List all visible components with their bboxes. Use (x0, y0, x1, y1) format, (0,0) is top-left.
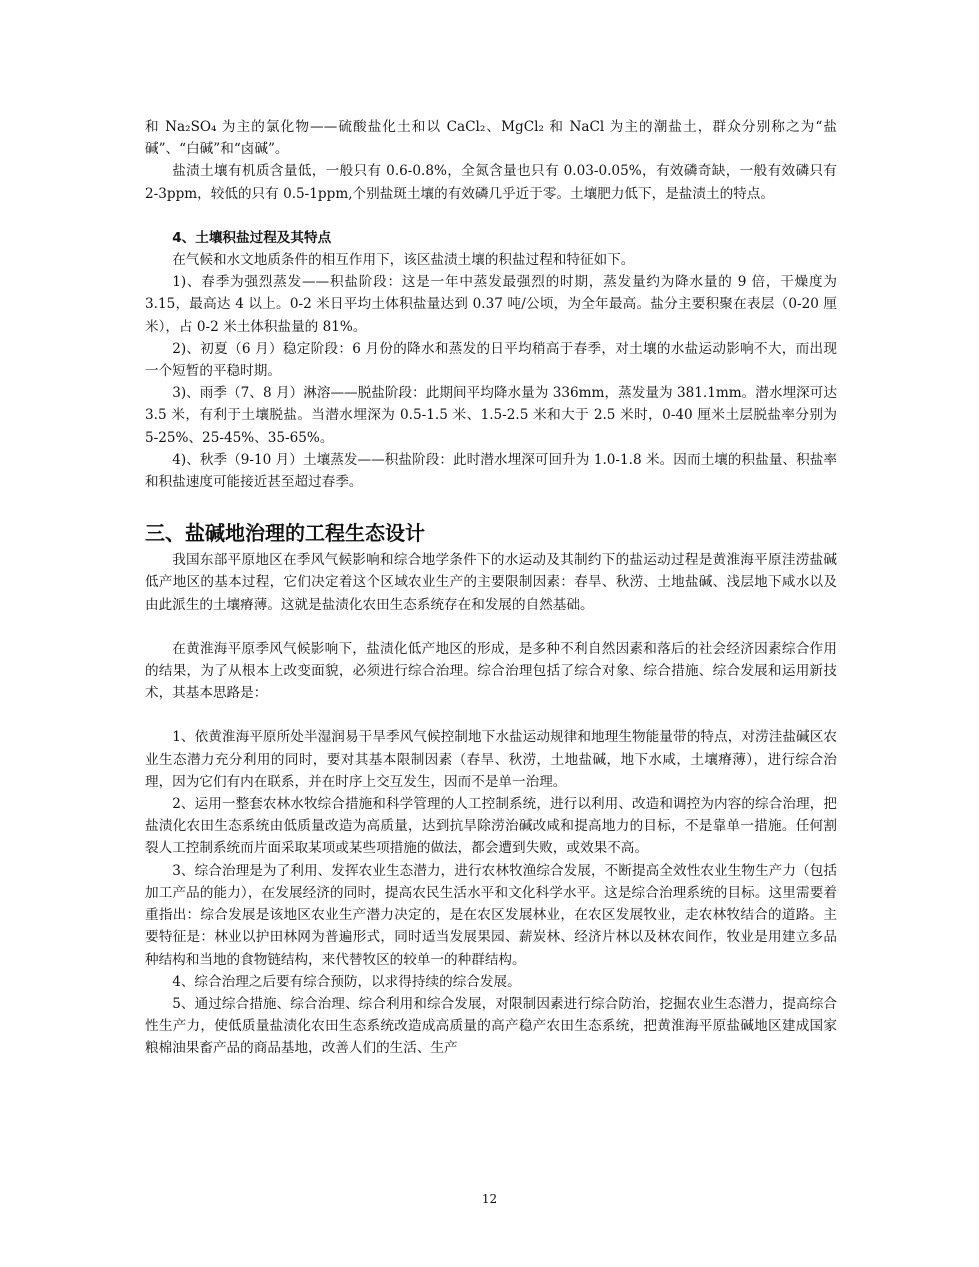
list-item-rainy-season-stage: 3)、雨季（7、8 月）淋溶——脱盐阶段：此期间平均降水量为 336mm，蒸发量为 381.1mm。潜水埋深可达 3.5 米，有利于土壤脱盐。当潜水埋深为 0.5-1.5 米、1.5-2.5 米和大于 2.5 米时，0-40 厘米土层脱盐率分别为 5-25%、25-45%、35-65%。 (145, 385, 837, 446)
list-item-principle-3: 3、综合治理是为了利用、发挥农业生态潜力，进行农林牧渔综合发展，不断提高全效性农业生物生产力（包括加工产品的能力），在发展经济的同时，提高农民生活水平和文化科学水平。这是综合治理系统的目标。这里需要着重指出：综合发展是该地区农业生产潜力决定的，是在农区发展林业，在农区发展牧业，走农林牧结合的道路。主要特征是：林业以护田林网为普遍形式，同时适当发展果园、薪炭林、经济片林以及林农间作，牧业是用建立多品种结构和当地的食物链结构，来代替牧区的较单一的种群结构。 (145, 862, 837, 968)
paragraph-soil-fertility: 盐渍土壤有机质含量低，一般只有 0.6-0.8%，全氮含量也只有 0.03-0.05%，有效磷奇缺，一般有效磷只有 2-3ppm，较低的只有 0.5-1ppm,个别盐斑土壤的有效磷几乎近于零。土壤肥力低下，是盐渍土的特点。 (145, 163, 837, 202)
page-number: 12 (481, 1192, 498, 1206)
paragraph-salt-types: 和 Na₂SO₄ 为主的氯化物——硫酸盐化土和以 CaCl₂、MgCl₂ 和 NaCl 为主的潮盐土，群众分别称之为“盐碱”、“白碱”和“卤碱”。 (145, 119, 837, 158)
list-item-principle-5: 5、通过综合措施、综合治理、综合利用和综合发展，对限制因素进行综合防治，挖掘农业生态潜力，提高综合性生产力，使低质量盐渍化农田生态系统改造成高质量的高产稳产农田生态系统，把黄淮海平原盐碱地区建成国家粮棉油果畜产品的商品基地，改善人们的生活、生产 (145, 995, 837, 1057)
paragraph-comprehensive-management: 在黄淮海平原季风气候影响下，盐渍化低产地区的形成，是多种不利自然因素和落后的社会经济因素综合作用的结果，为了从根本上改变面貌，必须进行综合治理。综合治理包括了综合对象、综合措施、综合发展和运用新技术，其基本思路是： (145, 640, 837, 702)
list-item-principle-4: 4、综合治理之后要有综合预防，以求得持续的综合发展。 (172, 973, 521, 990)
list-item-principle-1: 1、依黄淮海平原所处半湿润易干旱季风气候控制地下水盐运动规律和地理生物能量带的特点，对涝洼盐碱区农业生态潜力充分利用的同时，要对其基本限制因素（春旱、秋涝，土地盐碱，地下水咸，土壤瘠薄），进行综合治理，因为它们有内在联系，并在时序上交互发生，因而不是单一治理。 (145, 729, 837, 790)
page-body (145, 116, 837, 1060)
paragraph-salt-accumulation-intro: 在气候和水文地质条件的相互作用下，该区盐渍土壤的积盐过程和特征如下。 (172, 252, 635, 269)
list-item-spring-stage: 1)、春季为强烈蒸发——积盐阶段：这是一年中蒸发最强烈的时期，蒸发量约为降水量的 9 倍，干燥度为 3.15，最高达 4 以上。0-2 米日平均土体积盐量达到 0.37 吨/公顷，为全年最高。盐分主要积聚在表层（0-20 厘米），占 0-2 米土体积盐量的 81%。 (145, 274, 837, 335)
subsection-heading-salt-accumulation: 4、土壤积盐过程及其特点 (172, 229, 332, 246)
paragraph-natural-basis: 我国东部平原地区在季风气候影响和综合地学条件下的水运动及其制约下的盐运动过程是黄淮海平原洼涝盐碱低产地区的基本过程，它们决定着这个区域农业生产的主要限制因素：春旱、秋涝、土地盐碱、浅层地下咸水以及由此派生的土壤瘠薄。这就是盐渍化农田生态系统存在和发展的自然基础。 (145, 552, 837, 613)
list-item-principle-2: 2、运用一整套农林水牧综合措施和科学管理的人工控制系统，进行以利用、改造和调控为内容的综合治理，把盐渍化农田生态系统由低质量改造为高质量，达到抗旱除涝治碱改咸和提高地力的目标，不是靠单一措施。任何割裂人工控制系统而片面采取某项或某些项措施的做法，都会遭到失败，或效果不高。 (145, 796, 837, 857)
list-item-autumn-stage: 4)、秋季（9-10 月）土壤蒸发——积盐阶段：此时潜水埋深可回升为 1.0-1.8 米。因而土壤的积盐量、积盐率和积盐速度可能接近甚至超过春季。 (145, 451, 837, 491)
list-item-early-summer-stage: 2)、初夏（6 月）稳定阶段：6 月份的降水和蒸发的日平均稍高于春季，对土壤的水盐运动影响不大，而出现一个短暂的平稳时期。 (145, 340, 837, 380)
section-heading-ecological-design: 三、盐碱地治理的工程生态设计 (145, 521, 425, 546)
